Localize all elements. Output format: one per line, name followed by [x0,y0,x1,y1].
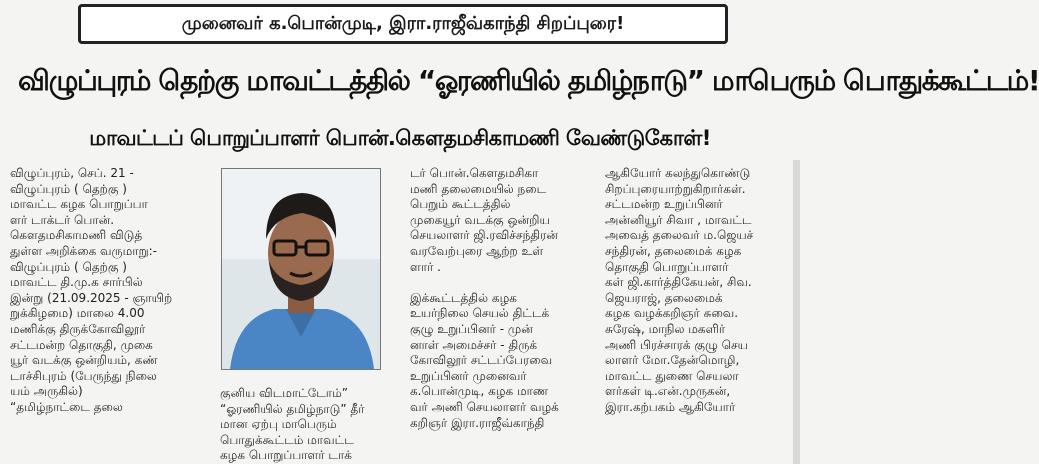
article-line: சுரேஷ், மாநில மகளிர் [605,321,726,336]
article-line: தொகுதி பொறுப்பாளர் [605,259,729,274]
article-line: க.பொன்முடி, கழக மாண [410,384,549,399]
article-column-2 [220,386,400,462]
article-line: கழக வழக்கறிஞர் சுவை. [605,306,739,321]
article-column-1 [10,166,210,462]
article-line: ஜெயராஜ், தலைமைக் [605,290,723,305]
article-line: “தமிழ்நாட்டை தலை [10,399,123,414]
article-line: வரவேற்புரை ஆற்ற உள் [410,243,544,258]
article-line: துள்ள அறிக்கை வருமாறு:- [10,243,157,258]
article-line: றுக்கிழமை) மாலை 4.00 [10,306,145,321]
article-line: வர் அணி செயலாளர் வழக் [410,399,559,414]
article-line: விழுப்புரம், செப். 21 - [10,166,134,180]
article-line: இன்று (21.09.2025 - ஞாயிற் [10,290,173,305]
article-line: அணி பிரச்சாரக் குழு செய [605,337,748,352]
article-line: சட்டமன்ற தொகுதி, முகை [10,337,153,352]
article-line: லாளர் மோ.தேன்மொழி, [605,353,740,368]
portrait-illustration [222,169,380,369]
article-line: உறுப்பினர் முனைவர் [410,368,527,383]
article-line: பெறும் கூட்டத்தில் [410,197,511,212]
article-line: கழக பொறுப்பாளர் டாக் [220,448,352,463]
article-line: குழு உறுப்பினர் - முன் [410,321,533,336]
portrait-photo [221,168,381,370]
article-line: ஆகியோர் கலந்துகொண்டு [605,166,751,180]
adjacent-article-edge [793,160,800,464]
article-line: கௌதமசிகாமணி விடுத் [10,228,143,243]
article-line: மணிக்கு திருக்கோவிலூர் [10,321,146,336]
article-line: விழுப்புரம் ( தெற்கு ) [10,259,127,274]
article-column-4 [605,166,790,462]
article-line: முகையூர் வடக்கு ஒன்றிய [410,212,550,227]
article-line: சட்டமன்ற உறுப்பினர் [605,197,723,212]
top-banner [78,4,728,44]
article-line: அன்னியூர் சிவா , மாவட்ட [605,212,752,227]
article-line: மாவட்ட கழக பொறுப்பா [10,197,148,212]
article-line: சந்திரன், தலைமைக் கழக [605,243,742,258]
article-line: மாவட்ட தி.மு.க சார்பில் [10,275,143,290]
article-column-3 [410,166,600,462]
article-line: சிறப்புரையாற்றுகிறார்கள். [605,181,746,196]
article-line: உயர்நிலை செயல் திட்டக் [410,306,550,321]
article-line: மணி தலைமையில் நடை [410,181,547,196]
article-line: டர் பொன்.கௌதமசிகா [410,166,539,180]
article-line: ளார் . [410,259,441,274]
article-line: மாவட்ட துணை செயலா [605,368,739,383]
article-line: அவைத் தலைவர் ம.ஜெயச் [605,228,754,243]
article-line: இக்கூட்டத்தில் கழக [410,290,517,305]
banner-text: முனைவர் க.பொன்முடி, இரா.ராஜீவ்காந்தி சிறப்புரை! [181,12,625,34]
article-line: மான ஏற்பு மாபெரும் [220,417,337,432]
article-line [410,275,600,291]
article-line: கறிஞர் இரா.ராஜீவ்காந்தி [410,415,545,430]
article-line: விழுப்புரம் ( தெற்கு ) [10,181,127,196]
article-line: இரா.கற்பகம் ஆகியோர் [605,399,736,414]
article-line: ளர்கள் டி.என்.முருகன், [605,384,731,399]
article-line: பொதுக்கூட்டம் மாவட்ட [220,432,354,447]
article-line: டாச்சிபுரம் (பேருந்து நிலை [10,368,157,383]
article-line: ளர் டாக்டர் பொன். [10,212,115,227]
headline: விழுப்புரம் தெற்கு மாவட்டத்தில் “ஓரணியில் தமிழ்நாடு” மாபெரும் பொதுக்கூட்டம்! [18,64,1039,97]
article-line: செயலாளர் ஜி.ரவிச்சந்திரன் [410,228,558,243]
article-line: “ஓரணியில் தமிழ்நாடு” தீர் [220,401,365,416]
article-line: கோவிலூர் சட்டப்பேரவை [410,353,553,368]
article-line: யம் அருகில்) [10,384,83,399]
subheadline: மாவட்டப் பொறுப்பாளர் பொன்.கௌதமசிகாமணி வேண்டுகோள்! [89,126,711,150]
article-line: கள் ஜி.கார்த்திகேயன், சிவ. [605,275,752,290]
article-line: குனிய விடமாட்டோம்” [220,386,348,400]
article-line: யூர் வடக்கு ஒன்றியம், கண் [10,353,158,368]
article-line: னாள் அமைச்சர் - திருக் [410,337,538,352]
